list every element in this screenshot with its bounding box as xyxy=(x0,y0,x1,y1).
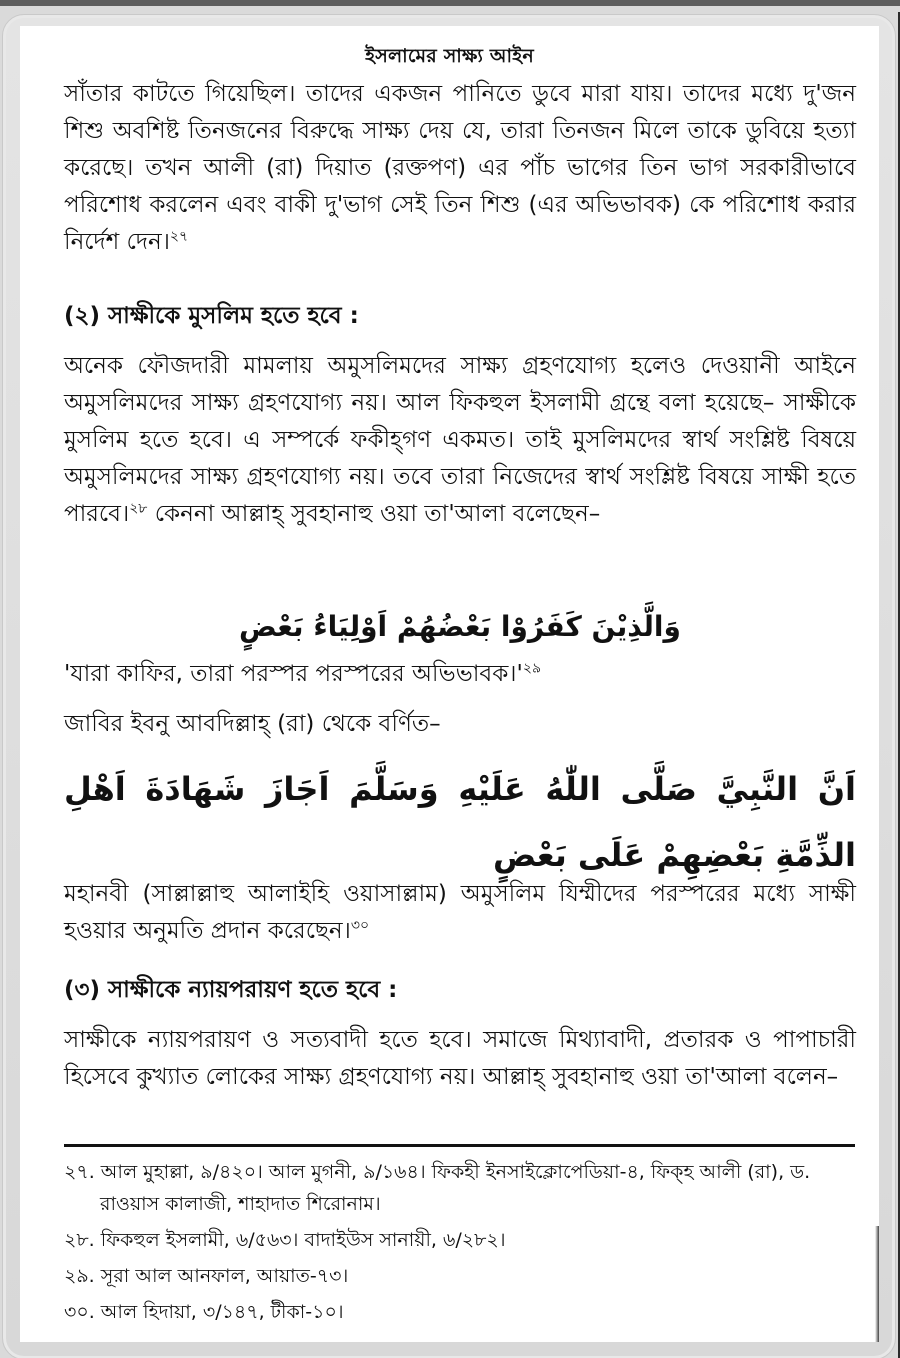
heading-text: (২) সাক্ষীকে মুসলিম হতে হবে : xyxy=(64,303,359,329)
footnote-ref: ২৯ xyxy=(522,660,542,677)
footnote-ref: ২৮ xyxy=(129,500,148,517)
footnote-27: ২৭. আল মুহাল্লা, ৯/৪২০। আল মুগনী, ৯/১৬৪। ফিকহী ইনসাইক্লোপেডিয়া-৪, ফিক্হ আলী (রা), ড. রাওয়াস কালাজী, শাহাদাত শিরোনাম। xyxy=(64,1161,811,1215)
footnote-separator xyxy=(64,1144,855,1147)
hadith-intro xyxy=(64,706,856,743)
section-heading-3 xyxy=(64,972,856,1009)
scan-edge-shadow xyxy=(875,1226,879,1342)
hadith-translation xyxy=(64,876,856,950)
paragraph-text: অনেক ফৌজদারী মামলায় অমুসলিমদের সাক্ষ্য গ্রহণযোগ্য হলেও দেওয়ানী আইনে অমুসলিমদের সাক্ষ্য গ্রহণযোগ্য নয়। আল ফিকহুল ইসলামী গ্রন্থে বলা হয়েছে– সাক্ষীকে মুসলিম হতে হবে। এ সম্পর্কে ফকীহ্গণ একমত। তাই মুসলিমদের স্বার্থ সংশ্লিষ্ট বিষয়ে অমুসলিমদের সাক্ষ্য গ্রহণযোগ্য নয়। তবে তারা নিজেদের স্বার্থ সংশ্লিষ্ট বিষয়ে সাক্ষী হতে পারবে। xyxy=(64,353,856,527)
book-page xyxy=(20,26,879,1342)
arabic-hadith xyxy=(64,756,856,888)
translation-text: 'যারা কাফির, তারা পরস্পর পরস্পরের অভিভাবক।' xyxy=(64,661,523,687)
paragraph-continuation xyxy=(64,76,856,261)
arabic-verse xyxy=(64,598,856,656)
footnote-30: ৩০. আল হিদায়া, ৩/১৪৭, টীকা-১০। xyxy=(64,1301,344,1323)
translation-text: মহানবী (সাল্লাল্লাহু আলাইহি ওয়াসাল্লাম) অমুসলিম যিম্মীদের পরস্পরের মধ্যে সাক্ষী হওয়ার অনুমতি প্রদান করেছেন। xyxy=(64,881,856,944)
footnote-ref: ২৭ xyxy=(169,228,189,245)
hadith-intro-text: জাবির ইবনু আবদিল্লাহ্ (রা) থেকে বর্ণিত– xyxy=(64,711,441,737)
paragraph-text-after: কেননা আল্লাহ্ সুবহানাহু ওয়া তা'আলা বলেছেন– xyxy=(147,501,601,527)
paragraph-text: সাক্ষীকে ন্যায়পরায়ণ ও সত্যবাদী হতে হবে। সমাজে মিথ্যাবাদী, প্রতারক ও পাপাচারী হিসেবে কুখ্যাত লোকের সাক্ষ্য গ্রহণযোগ্য নয়। আল্লাহ্ সুবহানাহু ওয়া তা'আলা বলেন– xyxy=(64,1027,856,1090)
footnote-29: ২৯. সূরা আল আনফাল, আয়াত-৭৩। xyxy=(64,1265,349,1287)
arabic-text: وَالَّذِيْنَ كَفَرُوْا بَعْضُهُمْ اَوْلِيَاءُ بَعْضٍ xyxy=(239,610,681,643)
heading-text: (৩) সাক্ষীকে ন্যায়পরায়ণ হতে হবে : xyxy=(64,977,398,1003)
arabic-text: اَنَّ النَّبِيَّ صَلَّى اللّٰهُ عَلَيْهِ وَسَلَّمَ اَجَازَ شَهَادَةَ اَهْلِ الذِّمَّةِ بَعْضِهِمْ عَلَى بَعْضٍ xyxy=(64,770,856,874)
verse-translation xyxy=(64,656,856,693)
section-heading-2 xyxy=(64,298,856,335)
footnote-28: ২৮. ফিকহুল ইসলামী, ৬/৫৬৩। বাদাইউস সানায়ী, ৬/২৮২। xyxy=(64,1229,506,1251)
running-head: ইসলামের সাক্ষ্য আইন xyxy=(365,45,534,67)
paragraph-muslim-witness xyxy=(64,348,856,533)
footnotes xyxy=(64,1156,856,1332)
paragraph-just-witness xyxy=(64,1022,856,1096)
footnote-ref: ৩০ xyxy=(350,917,370,934)
paragraph-text: সাঁতার কাটতে গিয়েছিল। তাদের একজন পানিতে ডুবে মারা যায়। তাদের মধ্যে দু'জন শিশু অবশিষ্ট তিনজনের বিরুদ্ধে সাক্ষ্য দেয় যে, তারা তিনজন মিলে তাকে ডুবিয়ে হত্যা করেছে। তখন আলী (রা) দিয়াত (রক্তপণ) এর পাঁচ ভাগের তিন ভাগ সরকারীভাবে পরিশোধ করলেন এবং বাকী দু'ভাগ সেই তিন শিশু (এর অভিভাবক) কে পরিশোধ করার নির্দেশ দেন। xyxy=(64,81,856,255)
